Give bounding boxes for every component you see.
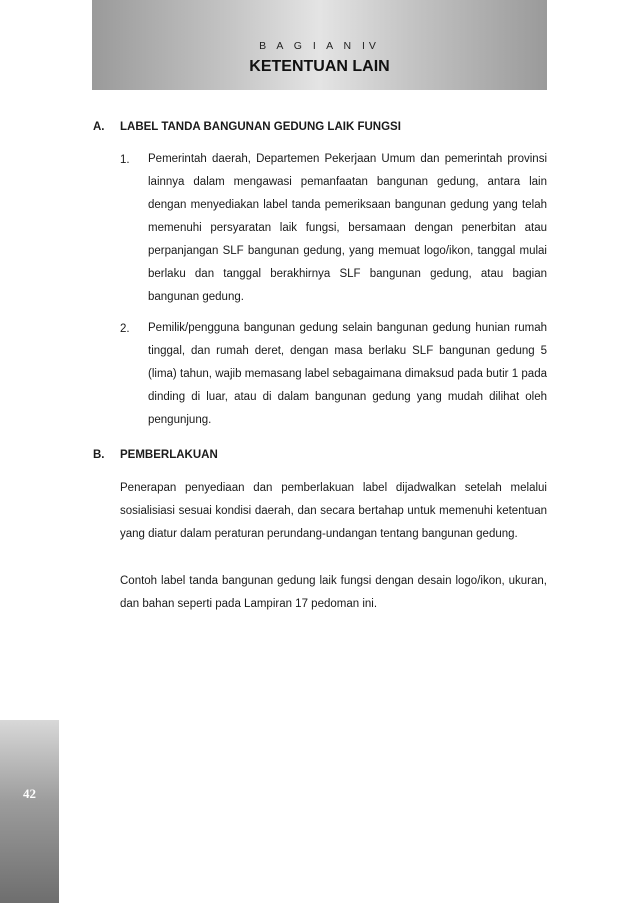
item-1-text: Pemerintah daerah, Departemen Pekerjaan Umum dan pemerintah provinsi lainnya dalam mengawasi pemanfaatan bangunan gedung, antara lain dengan menyediakan label tanda pemeriksaan bangunan gedung yang telah memenuhi persyaratan laik fungsi, bersamaan dengan penerbitan atau perpanjangan SLF bangunan gedung, yang memuat logo/ikon, tanggal mulai berlaku dan tanggal berakhirnya SLF bangunan gedung, atau bagian bangunan gedung. <box>148 153 547 303</box>
section-a-title: LABEL TANDA BANGUNAN GEDUNG LAIK FUNGSI <box>120 121 401 133</box>
item-2-text: Pemilik/pengguna bangunan gedung selain bangunan gedung hunian rumah tinggal, dan rumah deret, dengan masa berlaku SLF bangunan gedung 5 (lima) tahun, wajib memasang label sebagaimana dimaksud pada butir 1 pada dinding di luar, atau di dalam bangunan gedung yang mudah dilihat oleh pengunjung. <box>148 322 547 426</box>
section-b-title: PEMBERLAKUAN <box>120 449 218 461</box>
chapter-title: KETENTUAN LAIN <box>249 58 390 75</box>
section-a-letter: A. <box>93 121 105 133</box>
chapter-number: B A G I A N IV <box>259 40 380 52</box>
item-1-number: 1. <box>120 154 130 166</box>
section-b-paragraph-1: Penerapan penyediaan dan pemberlakuan label dijadwalkan setelah melalui sosialisiasi sesuai kondisi daerah, dan secara bertahap untuk memenuhi ketentuan yang diatur dalam peraturan perundang-undangan tentang bangunan gedung. <box>120 482 547 540</box>
section-b-letter: B. <box>93 449 105 461</box>
page-number: 42 <box>23 786 36 801</box>
section-b-paragraph-2: Contoh label tanda bangunan gedung laik fungsi dengan desain logo/ikon, ukuran, dan bahan seperti pada Lampiran 17 pedoman ini. <box>120 575 547 610</box>
item-2-number: 2. <box>120 323 130 335</box>
